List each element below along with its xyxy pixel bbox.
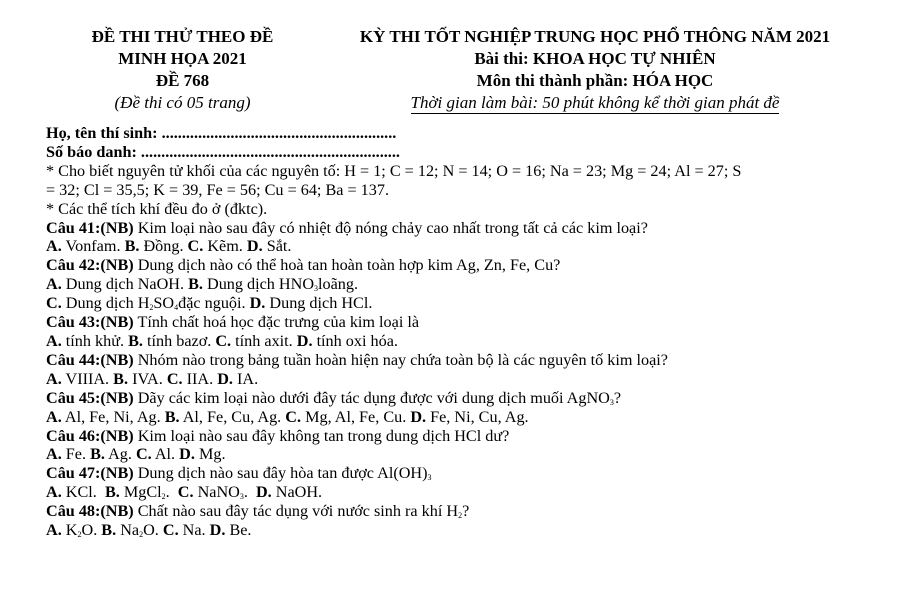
option-a-text: Fe. bbox=[61, 445, 91, 464]
note-gas-volume: * Các thể tích khí đều đo ở (đktc). bbox=[46, 199, 268, 218]
option-d: D. bbox=[296, 331, 313, 350]
subscript: 2 bbox=[77, 530, 82, 540]
option-c-text: Al. bbox=[151, 445, 180, 464]
subscript: 2 bbox=[149, 303, 154, 313]
answers-42-ab bbox=[46, 275, 866, 294]
option-c: C. bbox=[285, 407, 302, 426]
header-left-line4: (Đề thi có 05 trang) bbox=[114, 93, 251, 112]
option-b: B. bbox=[188, 275, 203, 294]
option-a: A. bbox=[46, 237, 62, 256]
option-d: D. bbox=[209, 521, 226, 540]
option-b-text: Na bbox=[116, 521, 140, 540]
subscript: 2 bbox=[161, 492, 166, 502]
answers-47 bbox=[46, 483, 866, 502]
question-text: Tính chất hoá học đặc trưng của kim loại là bbox=[133, 313, 420, 332]
question-text: Dung dịch nào có thể hoà tan hoàn toàn hợp kim Ag, Zn, Fe, Cu? bbox=[133, 256, 561, 275]
option-d: D. bbox=[217, 369, 233, 388]
option-d: D. bbox=[255, 483, 272, 502]
subscript: 3 bbox=[314, 284, 319, 294]
answers-42-cd bbox=[46, 294, 866, 313]
option-c: C. bbox=[162, 521, 179, 540]
option-b: B. bbox=[124, 237, 140, 256]
option-a: A. bbox=[46, 331, 62, 350]
option-b: B. bbox=[90, 445, 105, 464]
option-b-text: MgCl bbox=[119, 483, 162, 502]
question-label: Câu 47:(NB) bbox=[46, 464, 134, 483]
subscript: 4 bbox=[174, 303, 179, 313]
option-d-text: IA. bbox=[232, 369, 259, 388]
option-b-text: Al, Fe, Cu, Ag. bbox=[179, 407, 286, 426]
question-text: Dung dịch nào sau đây hòa tan được Al(OH) bbox=[133, 464, 428, 483]
header-left-line1: ĐỀ THI THỬ THEO ĐỀ bbox=[91, 27, 274, 46]
option-d-text: NaOH. bbox=[271, 483, 323, 502]
option-b: B. bbox=[101, 521, 117, 540]
question-text: Kim loại nào sau đây không tan trong dung dịch HCl dư? bbox=[133, 426, 510, 445]
question-text: ? bbox=[462, 502, 470, 521]
option-a-text: K bbox=[61, 521, 78, 540]
option-d-text: Dung dịch HCl. bbox=[265, 294, 373, 313]
option-c-text: IIA. bbox=[182, 369, 218, 388]
option-a-text: Al, Fe, Ni, Ag. bbox=[61, 407, 165, 426]
option-a-text: KCl. bbox=[61, 483, 105, 502]
answers-48 bbox=[46, 521, 866, 540]
question-text: Nhóm nào trong bảng tuần hoàn hiện nay chứa toàn bộ là các nguyên tố kim loại? bbox=[133, 350, 668, 369]
option-c-text: Kẽm. bbox=[203, 237, 247, 256]
option-d: D. bbox=[249, 294, 266, 313]
header-right-line2: Bài thi: KHOA HỌC TỰ NHIÊN bbox=[474, 49, 716, 68]
question-44 bbox=[46, 351, 866, 370]
option-a: A. bbox=[46, 275, 62, 294]
candidate-name-label: Họ, tên thí sinh: bbox=[46, 124, 162, 142]
option-a-text: tính khử. bbox=[61, 331, 129, 350]
header-left-line3: ĐỀ 768 bbox=[155, 71, 210, 90]
subscript: 3 bbox=[239, 492, 244, 502]
option-a: A. bbox=[46, 369, 62, 388]
candidate-name-dots: .......................................................... bbox=[161, 124, 397, 142]
exam-header-right bbox=[330, 26, 860, 114]
option-b: B. bbox=[113, 369, 129, 388]
option-c: C. bbox=[46, 294, 62, 313]
header-left-line2: MINH HỌA 2021 bbox=[118, 49, 247, 68]
subscript: 2 bbox=[458, 511, 463, 521]
option-d: D. bbox=[246, 237, 263, 256]
option-c-text: . bbox=[243, 483, 256, 502]
question-label: Câu 42:(NB) bbox=[46, 256, 134, 275]
exam-body bbox=[46, 124, 866, 540]
exam-header-left bbox=[55, 26, 310, 114]
option-a-text: Vonfam. bbox=[61, 237, 125, 256]
answers-45 bbox=[46, 408, 866, 427]
option-d: D. bbox=[410, 407, 427, 426]
candidate-id-line bbox=[46, 143, 866, 162]
option-c-text: Mg, Al, Fe, Cu. bbox=[301, 407, 411, 426]
candidate-id-label: Số báo danh: bbox=[46, 142, 141, 161]
option-b: B. bbox=[164, 407, 180, 426]
question-45 bbox=[46, 389, 866, 408]
option-a-text: Dung dịch NaOH. bbox=[61, 275, 189, 294]
answers-43 bbox=[46, 332, 866, 351]
option-d-text: Fe, Ni, Cu, Ag. bbox=[426, 407, 529, 426]
option-b-text: IVA. bbox=[128, 369, 167, 388]
option-a: A. bbox=[46, 407, 62, 426]
option-c: C. bbox=[135, 445, 152, 464]
option-b-text: Ag. bbox=[104, 445, 136, 464]
option-b-text: tính bazơ. bbox=[142, 331, 216, 350]
subscript: 2 bbox=[139, 530, 144, 540]
question-text: Dãy các kim loại nào dưới đây tác dụng được với dung dịch muối AgNO bbox=[133, 388, 610, 407]
option-c: C. bbox=[215, 331, 232, 350]
question-label: Câu 48:(NB) bbox=[46, 502, 134, 521]
candidate-name-line bbox=[46, 124, 866, 143]
option-c-text: đặc nguội. bbox=[178, 294, 250, 313]
question-text: Kim loại nào sau đây có nhiệt độ nóng chảy cao nhất trong tất cả các kim loại? bbox=[133, 218, 648, 237]
option-d-text: Sắt. bbox=[262, 237, 292, 256]
option-a: A. bbox=[46, 521, 62, 540]
option-b-text: Dung dịch HNO bbox=[202, 275, 315, 294]
answers-44 bbox=[46, 370, 866, 389]
question-46 bbox=[46, 427, 866, 446]
option-c: C. bbox=[166, 369, 183, 388]
answers-46 bbox=[46, 445, 866, 464]
header-right-line4: Thời gian làm bài: 50 phút không kể thời gian phát đề bbox=[410, 93, 780, 112]
question-label: Câu 44:(NB) bbox=[46, 350, 134, 369]
note-atomic-mass-1: * Cho biết nguyên tử khối của các nguyên tố: H = 1; C = 12; N = 14; O = 16; Na = 23; Mg = 24; Al = 27; S bbox=[46, 161, 742, 180]
question-41 bbox=[46, 219, 866, 238]
option-b-text: loãng. bbox=[318, 275, 359, 294]
option-b: B. bbox=[104, 483, 120, 502]
question-label: Câu 41:(NB) bbox=[46, 218, 134, 237]
question-label: Câu 43:(NB) bbox=[46, 313, 134, 332]
question-text: ? bbox=[613, 388, 622, 407]
question-label: Câu 45:(NB) bbox=[46, 388, 134, 407]
option-c: C. bbox=[187, 237, 204, 256]
option-b-text: . bbox=[165, 483, 178, 502]
option-a: A. bbox=[46, 483, 62, 502]
option-d: D. bbox=[179, 445, 195, 464]
option-c-text: tính axit. bbox=[231, 331, 297, 350]
question-label: Câu 46:(NB) bbox=[46, 426, 134, 445]
option-c-text: SO bbox=[153, 294, 175, 313]
header-right-line1: KỲ THI TỐT NGHIỆP TRUNG HỌC PHỔ THÔNG NĂM 2021 bbox=[359, 27, 831, 46]
question-47 bbox=[46, 464, 866, 483]
header-right-line3: Môn thi thành phần: HÓA HỌC bbox=[476, 71, 714, 90]
option-d-text: Be. bbox=[225, 521, 252, 540]
option-c-text: NaNO bbox=[193, 483, 240, 502]
option-d-text: Mg. bbox=[194, 445, 226, 464]
option-c: C. bbox=[177, 483, 194, 502]
option-b-text: O. bbox=[143, 521, 163, 540]
option-a: A. bbox=[46, 445, 62, 464]
candidate-id-dots: ................................................................ bbox=[140, 142, 400, 161]
option-b: B. bbox=[128, 331, 143, 350]
option-a-text: O. bbox=[81, 521, 102, 540]
option-b-text: Đồng. bbox=[139, 237, 188, 256]
question-43 bbox=[46, 313, 866, 332]
question-48 bbox=[46, 502, 866, 521]
question-42 bbox=[46, 256, 866, 275]
question-text: Chất nào sau đây tác dụng với nước sinh ra khí H bbox=[133, 502, 459, 521]
option-d-text: tính oxi hóa. bbox=[312, 331, 398, 350]
option-c-text: Dung dịch H bbox=[61, 294, 150, 313]
subscript: 3 bbox=[427, 473, 432, 483]
answers-41 bbox=[46, 237, 866, 256]
option-c-text: Na. bbox=[178, 521, 210, 540]
note-atomic-mass-2: = 32; Cl = 35,5; K = 39, Fe = 56; Cu = 64; Ba = 137. bbox=[46, 180, 390, 199]
option-a-text: VIIIA. bbox=[61, 369, 114, 388]
subscript: 3 bbox=[609, 397, 614, 407]
